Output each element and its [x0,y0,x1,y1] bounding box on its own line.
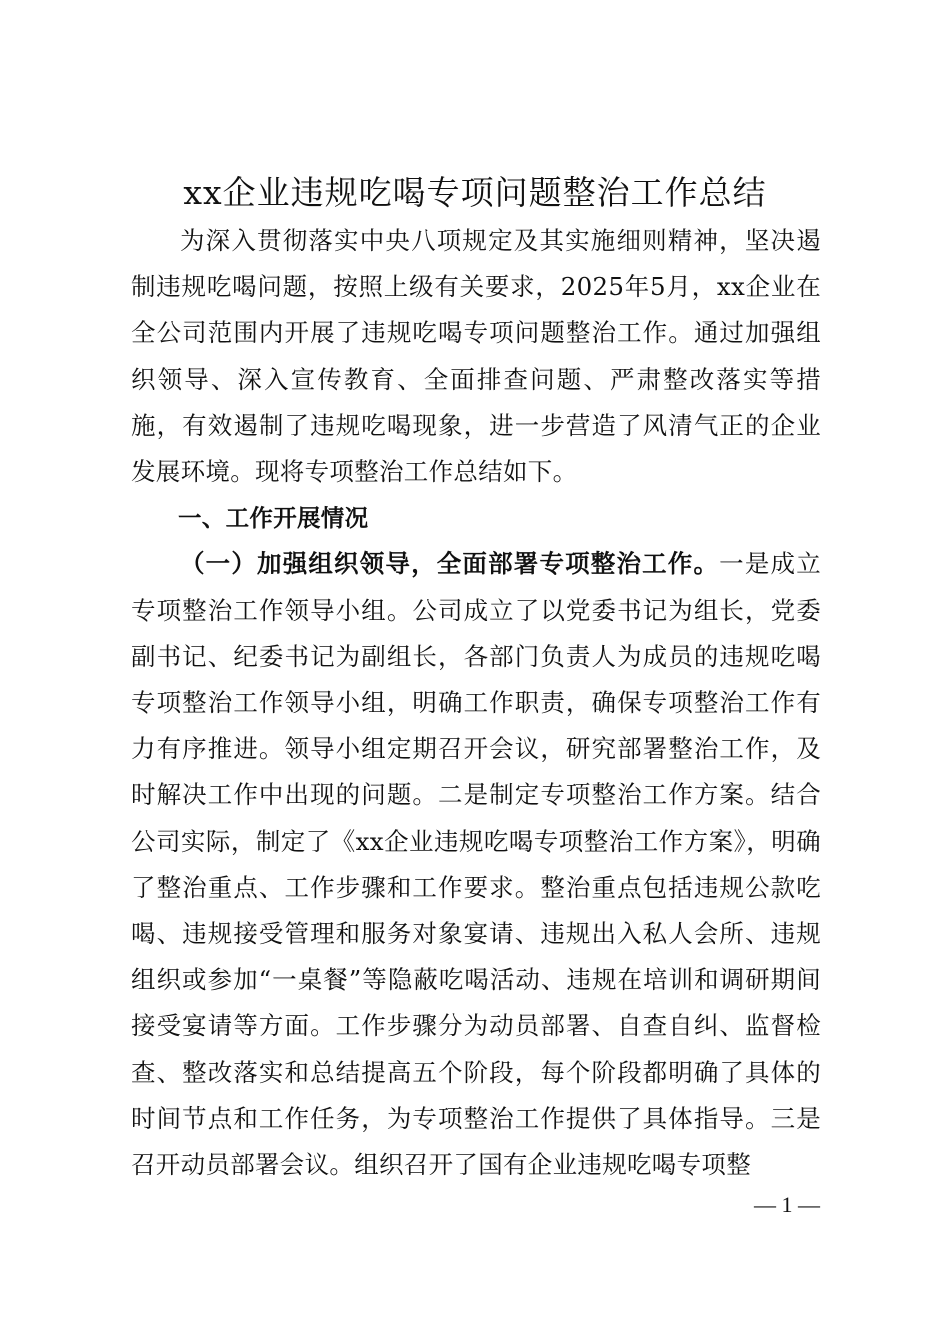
subsection-paragraph [131,541,821,1188]
subsection-body-text: 一是成立专项整治工作领导小组。公司成立了以党委书记为组长，党委副书记、纪委书记为副组长，各部门负责人为成员的违规吃喝专项整治工作领导小组，明确工作职责，确保专项整治工作有力有序推进。领导小组定期召开会议，研究部署整治工作，及时解决工作中出现的问题。二是制定专项整治工作方案。结合公司实际，制定了《xx企业违规吃喝专项整治工作方案》，明确了整治重点、工作步骤和工作要求。整治重点包括违规公款吃喝、违规接受管理和服务对象宴请、违规出入私人会所、违规组织或参加“一桌餐”等隐蔽吃喝活动、违规在培训和调研期间接受宴请等方面。工作步骤分为动员部署、自查自纠、监督检查、整改落实和总结提高五个阶段，每个阶段都明确了具体的时间节点和工作任务，为专项整治工作提供了具体指导。三是召开动员部署会议。组织召开了国有企业违规吃喝专项整 [131,549,821,1180]
document-title: xx企业违规吃喝专项问题整治工作总结 [183,173,767,212]
section-heading-work-progress: 一、工作开展情况 [178,504,369,533]
page-number: — 1 — [754,1192,820,1217]
subsection-heading-organization: （一）加强组织领导，全面部署专项整治工作。 [180,549,720,579]
document-body [131,218,821,1188]
intro-paragraph: 为深入贯彻落实中央八项规定及其实施细则精神，坚决遏制违规吃喝问题，按照上级有关要求，2025年5月，xx企业在全公司范围内开展了违规吃喝专项问题整治工作。通过加强组织领导、深入宣传教育、全面排查问题、严肃整改落实等措施，有效遏制了违规吃喝现象，进一步营造了风清气正的企业发展环境。现将专项整治工作总结如下。 [131,226,821,487]
